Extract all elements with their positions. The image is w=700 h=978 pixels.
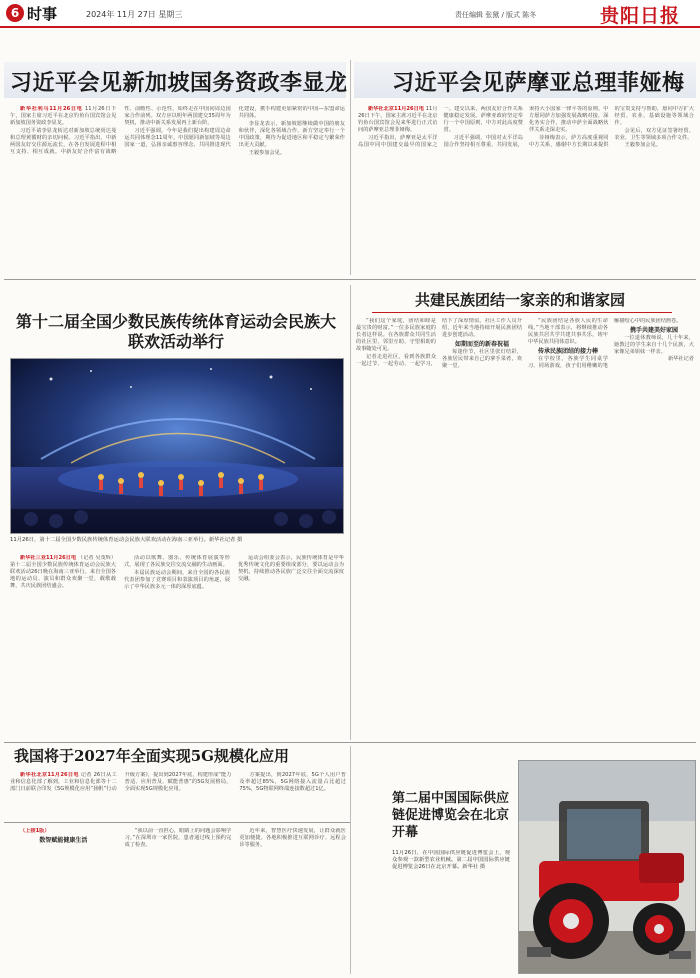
tractor-photo	[518, 760, 696, 974]
dateline: 2024年 11月 27日 星期三	[86, 10, 183, 19]
story7-paragraph: “我以前一直担心，眼睛上的问题会影响学习。”在深圳市一家医院，患者通过线上预约完成了检查。	[124, 828, 232, 849]
festival-photo	[10, 358, 344, 534]
story4-subhead: 如期而至的新春祝福	[454, 341, 509, 349]
story7-subhead: 数智赋能健康生活	[39, 837, 88, 845]
story4-paragraph: “民族团结是各族人民的生命线。”当地干部表示，将继续推动各民族共居共学共建共事共乐，铸牢中华民族共同体意识。	[528, 318, 608, 346]
story4-headline-rule	[372, 312, 672, 313]
story2-paragraph: 王毅参加会见。	[624, 142, 661, 149]
story4-paragraph: “我们这个家庭，团结和睦是最宝贵的财富。”一位多民族家庭的长者这样说。在各族群众共同生活的社区里，邻里互助、守望相助的故事随处可见。	[356, 318, 436, 353]
section-rule	[4, 822, 350, 823]
column-divider	[350, 285, 351, 740]
story4-paragraph: 在学校里，各族学生同桌学习、同场游戏，孩子们用稚嫩的笔触描绘心中的民族团结画卷。	[528, 318, 682, 370]
story4-headline: 共建民族团结一家亲的和谐家园	[414, 291, 625, 309]
column-divider	[350, 60, 351, 275]
story3-paragraph: 本届民族运动会期间，来自全国的各民族代表团参加了竞赛项目和表演项目的角逐，展示了中华民族多元一体的深厚底蕴。	[124, 569, 230, 590]
story7-paragraph: 近年来，智慧医疗快速发展，让群众就医更加便捷。各地积极推进互联网诊疗、远程会诊等服务。	[239, 828, 346, 849]
story1-paragraph: 李显龙表示，新加坡愿继续做中国的朋友和伙伴，深化各领域合作。新方坚定奉行一个中国政策，期待为促进地区和平稳定与繁荣作出更大贡献。	[238, 120, 345, 148]
story4-subhead: 传承民族团结的接力棒	[537, 348, 598, 356]
story2-headline: 习近平会见萨摩亚总理菲娅梅	[392, 70, 685, 96]
story4-paragraph: 记者走进社区，看到各族群众一起过节、一起劳动、一起学习，结下了深厚情谊。社区工作人员介绍，近年来当地持续开展民族团结进步创建活动。	[356, 318, 522, 368]
story1-body: 新华社利马11月26日电 11月26日下午，国家主席习近平在北京钓鱼台国宾馆会见新加坡国务资政李显龙。 习近平请李显龙转达对新加坡总统尚达曼和总理黄循财的亲切问候。习近平指出，中新两国友好交往源远流长，在各自发展进程中相互支持、相互成就。中新友好合作富有战略性、前瞻性、示范性，始终走在中国同周边国家合作前列。双方应以明年两国建交35周年为契机，推动中新关系发展再上新台阶。 习近平强调，今年是我们提出构建周边命运共同体理念11周年。中国愿同新加坡等周边国家一道，弘扬亲诚惠容理念，共同推进现代化建设，携手构建更加紧密的中国—东盟命运共同体。 李显龙表示，新加坡愿继续做中国的朋友和伙伴，深化各领域合作。新方坚定奉行一个中国政策，期待为促进地区和平稳定与繁荣作出更大贡献。 王毅参加会见。	[10, 106, 345, 156]
story4-paragraph: 一位退休教师说，几十年来，她教过的学生来自十几个民族，大家像兄弟姐妹一样亲。	[614, 334, 694, 355]
story4-subhead: 携手共建美好家园	[629, 327, 678, 335]
tractor-photo-image	[519, 761, 696, 974]
story1-lead: 新华社利马11月26日电	[20, 106, 83, 112]
story3-lead: 新华社三亚11月26日电	[20, 555, 77, 561]
story2-lead: 新华社北京11月26日电	[368, 106, 425, 112]
story5-headline: 我国将于2027年全面实现5G规模化应用	[14, 747, 289, 765]
section-rule	[4, 742, 696, 743]
section-rule	[4, 279, 696, 280]
expo-photo-caption: 11月26日，在中国国际供应链促进博览会上，观众参观一款新型农业机械。第二届中国国际供应链促进博览会26日在北京开幕。新华社 摄	[392, 850, 510, 870]
story6-headline: 第二届中国国际供应链促进博览会在北京开幕	[392, 791, 510, 840]
story3-paragraph: 运动会组委会表示，民族传统体育是中华优秀传统文化的重要组成部分，要以运动会为契机，持续推动各民族广泛交往全面交流深度交融。	[238, 555, 344, 583]
story2-paragraph: 菲娅梅表示，萨方高度重视同中方关系，感谢中方长期以来提供的宝贵支持与帮助，愿同中方扩大经贸、农业、基础设施等领域合作。	[529, 106, 694, 148]
story3-deck: 第十二届全国少数民族传统体育运动会民族大联欢活动举行	[15, 312, 336, 351]
story2-paragraph: 会见后，双方见证签署经贸、农业、卫生等领域多项合作文件。	[614, 127, 694, 141]
page-number-badge: 6	[6, 4, 24, 22]
story1-headline: 习近平会见新加坡国务资政李显龙	[10, 70, 348, 96]
editor-credits: 责任编辑 张黛 / 版式 陈冬	[455, 11, 537, 19]
story4-paragraph: 每逢佳节，社区里张灯结彩，各族居民带来自己的拿手菜肴，欢聚一堂。	[442, 348, 522, 370]
story7-body	[10, 828, 346, 974]
story3-body: 新华社三亚11月26日电 （记者 吴茂辉）第十二届全国少数民族传统体育运动会民族大联欢活动26日晚在海南三亚举行。来自全国各地的运动员、演员和群众欢聚一堂，载歌载舞，共庆民族团结盛会。 活动以歌舞、器乐、传统体育展演等形式，展现了各民族交往交流交融的生动画面。 本届民族运动会期间，来自全国的各民族代表团参加了竞赛项目和表演项目的角逐，展示了中华民族多元一体的深厚底蕴。 运动会组委会表示，民族传统体育是中华优秀传统文化的重要组成部分，要以运动会为契机，持续推动各民族广泛交往全面交流深度交融。	[10, 555, 344, 590]
section-name: 时事	[27, 5, 58, 23]
story5-lead: 新华社北京11月26日电	[20, 772, 79, 778]
story1-paragraph: 王毅参加会见。	[248, 149, 285, 156]
story2-paragraph: 习近平指出，萨摩亚是太平洋岛国中同中国建交最早的国家之一。建交以来，两国友好合作关系健康稳定发展。萨摩亚政府坚定奉行一个中国原则，中方对此高度赞赏。	[358, 106, 523, 148]
story2-paragraph: 习近平强调，中国对太平洋岛国合作坚持相互尊重、共同发展，秉持大小国家一律平等的原则。中方愿同萨方加强发展战略对接，深化务实合作，推动中萨全面战略伙伴关系走深走实。	[443, 106, 609, 148]
festival-photo-image	[11, 359, 344, 534]
story1-paragraph: 习近平强调，今年是我们提出构建周边命运共同体理念11周年。中国愿同新加坡等周边国家一道，弘扬亲诚惠容理念，共同推进现代化建设，携手构建更加紧密的中国—东盟命运共同体。	[124, 106, 345, 148]
story7-boxed-lead: （上接1版）	[20, 828, 50, 834]
festival-photo-caption: 11月26日，第十二届全国少数民族传统体育运动会民族大联欢活动在海南三亚举行。新华社记者 摄	[10, 537, 243, 543]
story3-paragraph: 活动以歌舞、器乐、传统体育展演等形式，展现了各民族交往交流交融的生动画面。	[124, 555, 230, 569]
story2-body: 新华社北京11月26日电 11月26日下午，国家主席习近平在北京钓鱼台国宾馆会见来华进行正式访问的萨摩亚总理菲娅梅。 习近平指出，萨摩亚是太平洋岛国中同中国建交最早的国家之一。建交以来，两国友好合作关系健康稳定发展。萨摩亚政府坚定奉行一个中国原则，中方对此高度赞赏。 习近平强调，中国对太平洋岛国合作坚持相互尊重、共同发展，秉持大小国家一律平等的原则。中方愿同萨方加强发展战略对接，深化务实合作，推动中萨全面战略伙伴关系走深走实。 菲娅梅表示，萨方高度重视同中方关系，感谢中方长期以来提供的宝贵支持与帮助，愿同中方扩大经贸、农业、基础设施等领域合作。 会见后，双方见证签署经贸、农业、卫生等领域多项合作文件。 王毅参加会见。	[358, 106, 694, 149]
story5-body: 新华社北京11月26日电 记者 26日从工业和信息化部了解到，工业和信息化部等十二部门日前联合印发《5G规模化应用“扬帆”行动升级方案》，提出到2027年底，构建形成“能力普适、应用普及、赋能普惠”的5G发展格局，全面实现5G规模化应用。 方案提出，到2027年底，5G个人用户普及率超过85%，5G网络接入流量占比超过75%，5G物联网终端连接数超过1亿。	[10, 772, 346, 793]
story5-paragraph: 方案提出，到2027年底，5G个人用户普及率超过85%，5G网络接入流量占比超过75%，5G物联网终端连接数超过1亿。	[239, 772, 346, 793]
story1-paragraph: 习近平请李显龙转达对新加坡总统尚达曼和总理黄循财的亲切问候。习近平指出，中新两国友好交往源远流长，在各自发展进程中相互支持、相互成就。中新友好合作富有战略性、前瞻性、示范性，始终走在中国同周边国家合作前列。双方应以明年两国建交35周年为契机，推动中新关系发展再上新台阶。	[10, 106, 231, 156]
column-divider	[350, 746, 351, 974]
story4-body	[356, 318, 694, 736]
story4-byline: 新华社记者	[668, 356, 694, 363]
newspaper-logo: 贵阳日报	[600, 5, 681, 27]
